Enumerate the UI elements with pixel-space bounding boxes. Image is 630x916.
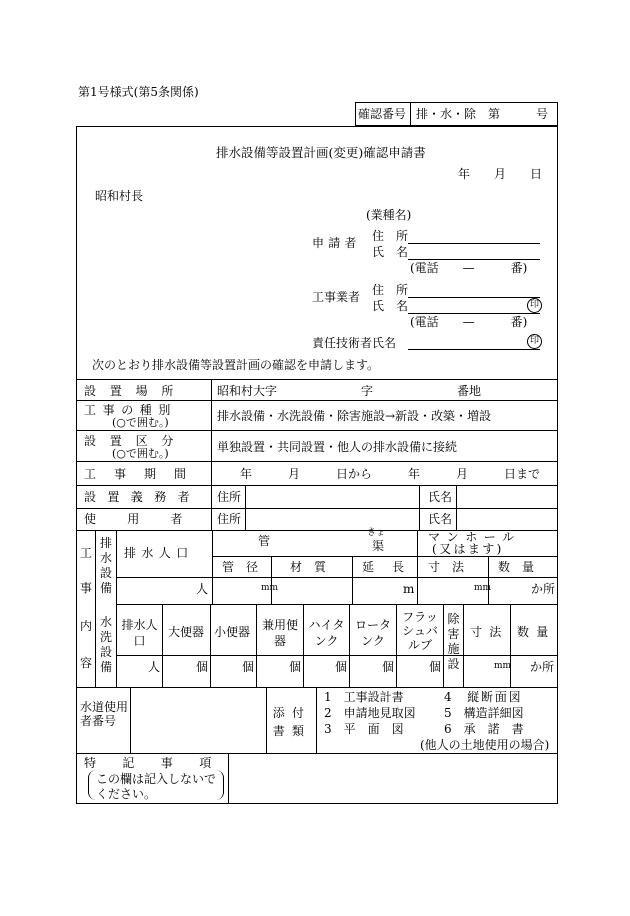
period-value: 年 月 日から 年 月 日まで [240, 467, 541, 481]
obligor-address: 住所 [217, 490, 242, 504]
high-tank-label: ハイタンク [308, 618, 345, 648]
drain-people-label: 排水人口 [124, 546, 194, 560]
confirm-number-value: 排・水・除 第 号 [416, 107, 549, 121]
attach-note: (他人の土地使用の場合) [420, 738, 550, 752]
obligor-name: 氏名 [428, 490, 453, 504]
big-toilet-unit: 個 [196, 660, 209, 674]
size-unit: mm [474, 583, 492, 593]
manhole-label: マンホール [428, 530, 521, 544]
diameter-unit: mm [261, 583, 279, 593]
low-tank-label: ロータンク [354, 618, 391, 648]
remarks-note-2: ください。 [96, 787, 157, 801]
abatement-qty-unit: か所 [530, 660, 555, 674]
drain-group-label: 排水設備 [99, 536, 112, 595]
form-title: 排水設備等設置計画(変更)確認申請書 [216, 145, 426, 160]
diameter-label: 管径 [222, 560, 271, 574]
flush-group-label: 水洗設備 [99, 615, 112, 674]
location-value: 昭和村大字 字 番地 [217, 384, 482, 398]
request-text: 次のとおり排水設備等設置計画の確認を申請します。 [92, 358, 380, 372]
material-label: 材質 [290, 560, 339, 574]
applicant-address-label: 住 所 [372, 229, 409, 243]
low-tank-unit: 個 [382, 660, 395, 674]
flush-valve-unit: 個 [429, 660, 442, 674]
remarks-label: 特記事項 [84, 756, 238, 770]
abatement-size-label: 寸法 [470, 625, 509, 639]
engineer-label: 責任技術者氏名 [312, 336, 397, 350]
category-note: (○で囲む。) [112, 447, 169, 460]
contractor-seal-icon: 印 [527, 298, 542, 313]
attach-item-1: 1 工事設計書 [324, 690, 404, 704]
flush-people-unit: 人 [148, 660, 161, 674]
length-label: 延長 [362, 560, 423, 574]
small-toilet-unit: 個 [242, 660, 255, 674]
contractor-name-label: 氏 名 [372, 299, 409, 313]
works-side-2: 事 [80, 581, 93, 595]
applicant-name-label: 氏 名 [372, 245, 409, 259]
kind-note: (○で囲む。) [112, 416, 169, 429]
user-name: 氏名 [428, 512, 453, 526]
remarks-note-1: この欄は記入しないで [96, 772, 217, 786]
attach-item-6: 6 承 諾 書 [444, 722, 524, 736]
attach-item-2: 2 申請地見取図 [324, 706, 416, 720]
works-side-4: 容 [80, 656, 93, 670]
date-line: 年 月 日 [458, 167, 543, 181]
small-toilet-label: 小便器 [214, 625, 251, 639]
attach-item-5: 5 構造詳細図 [444, 706, 524, 720]
qty-label: 数量 [498, 560, 547, 574]
size-label: 寸法 [428, 560, 477, 574]
contractor-phone: (電話 — 番) [410, 315, 528, 329]
kind-label: 工事の種別 [84, 403, 178, 417]
location-label: 設置場所 [84, 384, 188, 398]
abatement-size-unit: mm [494, 661, 512, 671]
qty-unit: か所 [531, 582, 556, 596]
business-type: (業種名) [366, 208, 412, 222]
applicant-role: 申請者 [312, 236, 361, 250]
attach-label: 添付書類 [272, 706, 312, 738]
period-label: 工事期間 [84, 467, 205, 481]
user-label: 使用者 [84, 512, 214, 526]
high-tank-unit: 個 [335, 660, 348, 674]
abatement-label: 除害施設 [447, 612, 460, 671]
engineer-seal-icon: 印 [527, 334, 542, 349]
drain-people-unit: 人 [196, 582, 209, 596]
category-label: 設置区分 [84, 434, 188, 448]
addressee: 昭和村長 [95, 189, 144, 203]
water-user-number-label: 水道使用者番号 [80, 700, 129, 728]
big-toilet-label: 大便器 [168, 625, 205, 639]
works-side-3: 内 [80, 619, 93, 633]
flush-people-label: 排水人口 [121, 618, 158, 648]
category-value: 単独設置・共同設置・他人の排水設備に接続 [217, 440, 458, 454]
dual-toilet-unit: 個 [289, 660, 302, 674]
contractor-address-label: 住 所 [372, 283, 409, 297]
form-number: 第1号様式(第5条関係) [78, 85, 199, 99]
contractor-role: 工事業者 [312, 290, 361, 304]
works-side-1: 工 [80, 546, 93, 560]
manhole-note: (又はます) [432, 542, 504, 556]
attach-item-4: 4 縦断面図 [444, 690, 523, 704]
dual-toilet-label: 兼用便器 [261, 618, 298, 648]
attach-item-3: 3 平 面 図 [324, 722, 404, 736]
channel-ruby: きょ [367, 528, 386, 538]
kind-value: 排水設備・水洗設備・除害施設→新設・改築・増設 [217, 409, 492, 423]
length-unit: m [403, 582, 415, 596]
applicant-phone: (電話 — 番) [410, 261, 528, 275]
pipe-label: 管 [258, 534, 271, 548]
user-address: 住所 [217, 512, 242, 526]
channel-label: 渠 [372, 539, 385, 553]
flush-valve-label: フラッシュバルブ [402, 610, 438, 652]
abatement-qty-label: 数量 [517, 625, 556, 639]
confirm-number-label: 確認番号 [358, 107, 407, 121]
obligor-label: 設置義務者 [84, 490, 202, 504]
